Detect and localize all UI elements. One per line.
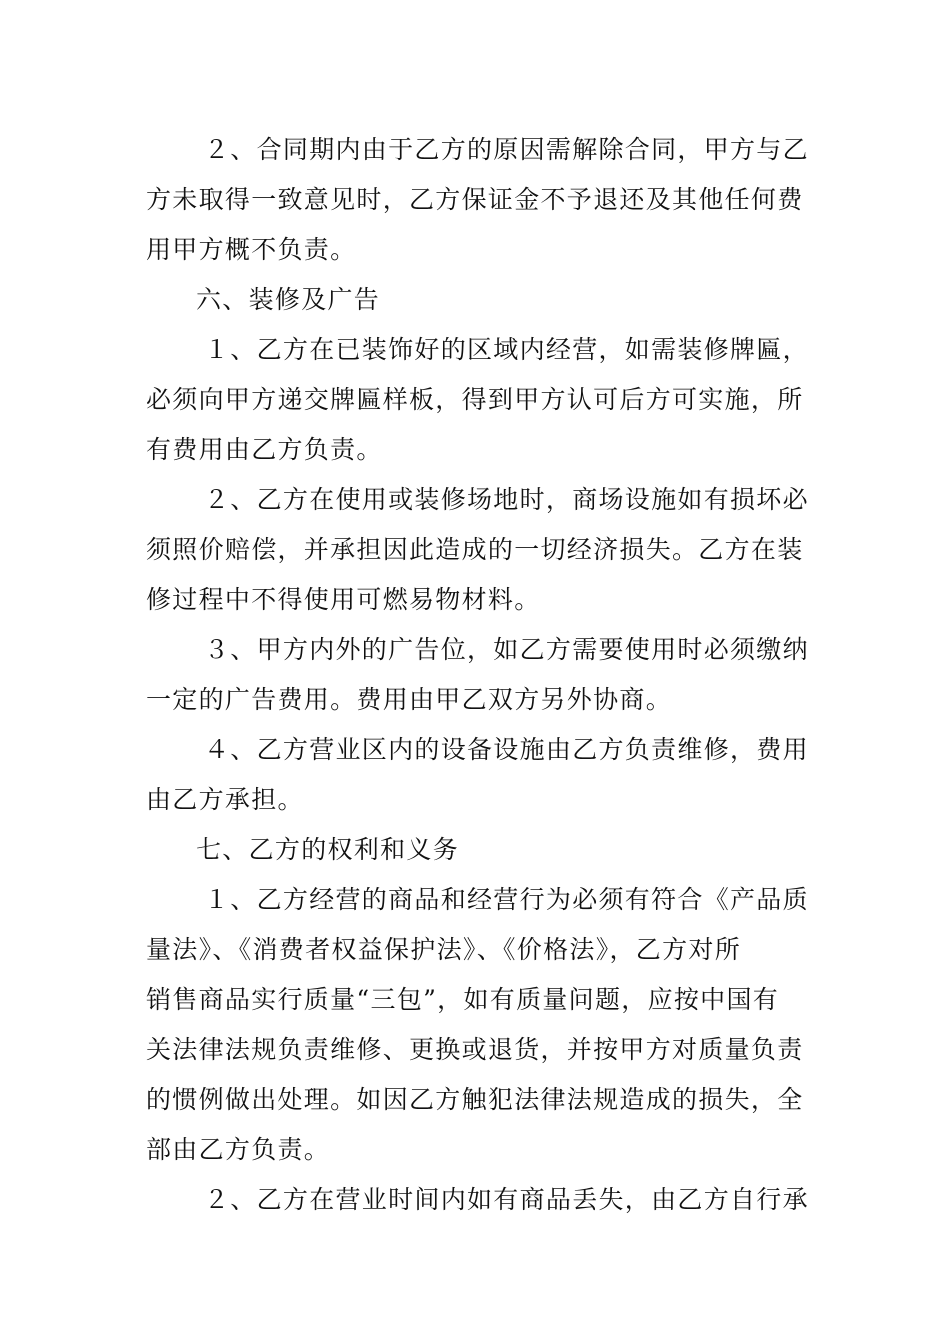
clause-7-2 (146, 1175, 808, 1225)
heading-line: 六、装修及广告 (196, 285, 381, 314)
section-heading-6 (146, 275, 808, 325)
text-line: 一定的广告费用。费用由甲乙双方另外协商。 (146, 685, 673, 714)
clause-6-4 (146, 725, 808, 825)
text-line: ３、甲方内外的广告位，如乙方需要使用时必须缴纳 (204, 635, 809, 664)
section-heading-7 (146, 825, 808, 875)
text-line: 修过程中不得使用可燃易物材料。 (146, 585, 541, 614)
text-line: 部由乙方负责。 (146, 1135, 331, 1164)
heading-line: 七、乙方的权利和义务 (196, 835, 460, 864)
text-line: 有费用由乙方负责。 (146, 435, 383, 464)
document-body (146, 125, 808, 1225)
clause-6-1 (146, 325, 808, 475)
text-line: 关法律法规负责维修、更换或退货，并按甲方对质量负责 (146, 1035, 804, 1064)
text-line: 必须向甲方递交牌匾样板，得到甲方认可后方可实施，所 (146, 385, 804, 414)
text-line: 须照价赔偿，并承担因此造成的一切经济损失。乙方在装 (146, 535, 804, 564)
text-line: ２、合同期内由于乙方的原因需解除合同，甲方与乙 (204, 135, 809, 164)
text-line: １、乙方在已装饰好的区域内经营，如需装修牌匾， (204, 335, 809, 364)
clause-5-2 (146, 125, 808, 275)
text-line: １、乙方经营的商品和经营行为必须有符合《产品质 (204, 885, 809, 914)
text-line: ２、乙方在营业时间内如有商品丢失，由乙方自行承 (204, 1185, 809, 1214)
text-line: 用甲方概不负责。 (146, 235, 357, 264)
text-line: 由乙方承担。 (146, 785, 304, 814)
text-line: 量法》、《消费者权益保护法》、《价格法》，乙方对所 (146, 935, 742, 964)
clause-7-1 (146, 875, 808, 1175)
clause-6-2 (146, 475, 808, 625)
text-line: 方未取得一致意见时，乙方保证金不予退还及其他任何费 (146, 185, 804, 214)
text-line: ２、乙方在使用或装修场地时，商场设施如有损坏必 (204, 485, 809, 514)
clause-6-3 (146, 625, 808, 725)
text-line: ４、乙方营业区内的设备设施由乙方负责维修，费用 (204, 735, 809, 764)
text-line: 销售商品实行质量“三包”，如有质量问题，应按中国有 (146, 985, 780, 1014)
text-line: 的惯例做出处理。如因乙方触犯法律法规造成的损失，全 (146, 1085, 804, 1114)
